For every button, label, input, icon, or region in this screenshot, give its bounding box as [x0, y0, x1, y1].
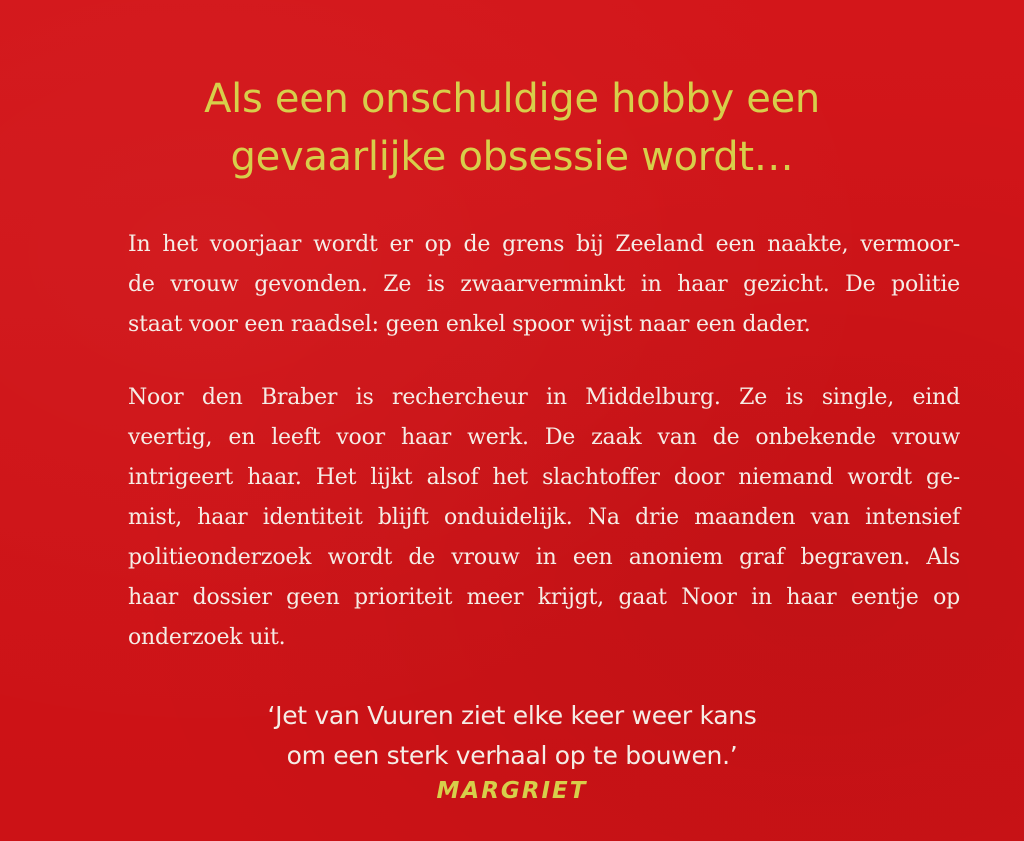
blurb-paragraph-1 — [128, 225, 960, 345]
headline-line-1: Als een onschuldige hobby een — [204, 76, 820, 122]
quote-source: MARGRIET — [436, 778, 588, 804]
press-quote — [0, 696, 1024, 808]
blurb-line: de vrouw gevonden. Ze is zwaarverminkt in haar gezicht. De politie — [128, 272, 960, 297]
blurb-line: Noor den Braber is rechercheur in Middelburg. Ze is single, eind — [128, 385, 960, 410]
blurb-line: staat voor een raadsel: geen enkel spoor wijst naar een dader. — [128, 312, 811, 337]
blurb-line: veertig, en leeft voor haar werk. De zaak van de onbekende vrouw — [128, 425, 960, 450]
blurb-line: mist, haar identiteit blijft onduidelijk. Na drie maanden van intensief — [128, 505, 960, 530]
quote-line-2: om een sterk verhaal op te bouwen.’ — [286, 741, 738, 770]
blurb-line: In het voorjaar wordt er op de grens bij Zeeland een naakte, vermoor- — [128, 232, 960, 257]
headline — [0, 70, 1024, 186]
headline-line-2: gevaarlijke obsessie wordt… — [230, 134, 794, 180]
blurb-line: haar dossier geen prioriteit meer krijgt, gaat Noor in haar eentje op — [128, 585, 960, 610]
blurb-line: onderzoek uit. — [128, 625, 286, 650]
blurb-paragraph-2 — [128, 378, 960, 658]
blurb-line: politieonderzoek wordt de vrouw in een anoniem graf begraven. Als — [128, 545, 960, 570]
quote-line-1: ‘Jet van Vuuren ziet elke keer weer kans — [267, 701, 757, 730]
blurb-line: intrigeert haar. Het lijkt alsof het slachtoffer door niemand wordt ge- — [128, 465, 960, 490]
